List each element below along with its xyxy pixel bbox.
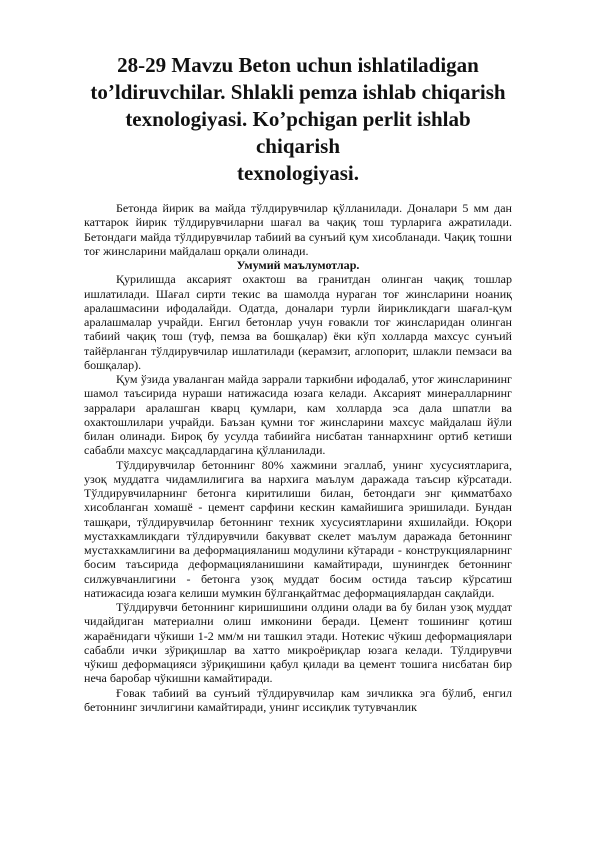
document-title <box>84 52 512 187</box>
section-heading: Умумий маълумотлар. <box>236 258 360 272</box>
body-paragraph: Қурилишда аксарият охактош ва гранитдан олинган чақиқ тошлар ишлатилади. Шағал сирти текис ва шамолда нураган тоғ жинсларини ноаниқ аралашмасини ифодалайди. Одатда, доналари турли йирикликдаги шағал-қум аралашмалар учрайди. Енгил бетонлар учун ғовакли тоғ жинсларидан олинган табиий чақиқ тош (туф, пемза ва бошқалар) ёки кўп холларда махсус сунъий тайёрланган тўлдирувчилар ишлатилади (керамзит, аглопорит, шлакли пемзаси ва бошқалар). <box>84 272 512 372</box>
document-body <box>84 201 512 714</box>
body-paragraph: Тўлдирувчи бетоннинг киришишини олдини олади ва бу билан узоқ муддат чидайдиган материални олиш имконини беради. Цемент тошининг қотиш жараёнидаги чўкиши 1-2 мм/м ни ташкил этади. Нотекис чўкиш деформациялари сабабли ички зўриқишлар ва хатто микроёриқлар юзага келади. Тўлдирувчи чўкиш деформацияси зўриқишини қабул қилади ва цемент тошига нисбатан бир неча баробар чўкишни камайтиради. <box>84 600 512 686</box>
body-paragraph: Ғовак табиий ва сунъий тўлдирувчилар кам зичликка эга бўлиб, енгил бетоннинг зичлигини камайтиради, унинг иссиқлик тутувчанлик <box>84 685 512 714</box>
body-paragraph: Тўлдирувчилар бетоннинг 80% хажмини эгаллаб, унинг хусусиятларига, узоқ муддатга чидамлилигига ва нархига маълум даражада таъсир кўрсатади. Тўлдирувчиларнинг бетонга киритилиши билан, бетондаги энг қимматбахо хисобланган хомашё - цемент сарфини кескин камайишига эришилади. Бундан ташқари, тўлдирувчилар бетоннинг техник хусусиятларини яхшилайди. Юқори мустахкамликдаги тўлдирувчили бакувват скелет маълум даражада бетоннинг мустахкамлигини ва деформацияланиш модулини кўтаради - конструкцияларнинг босим таъсирида деформацияланишини камайтиради, шунингдек бетоннинг силжувчанлигини - бетонга узоқ муддат босим остида таъсир кўрсатиш натижасида юзага келиши мумкин бўлганқайтмас деформациялардан сақлайди. <box>84 457 512 600</box>
title-line: to’ldiruvchilar. Shlakli pemza ishlab chiqarish <box>90 80 506 104</box>
title-line: texnologiyasi. <box>237 161 359 185</box>
title-line: 28-29 Mavzu Beton uchun ishlatiladigan <box>117 53 479 77</box>
intro-paragraph: Бетонда йирик ва майда тўлдирувчилар қўлланилади. Доналари 5 мм дан каттарок йирик тўлдирувчиларни шағал ва чақиқ тош турларига ажратилади. Бетондаги майда тўлдирувчилар табиий ва сунъий қум хисобланади. Чақиқ тошни тоғ жинсларини майдалаш орқали олинади. <box>84 201 512 258</box>
body-paragraph: Қум ўзида уваланган майда заррали таркибни ифодалаб, утоғ жинсларининг шамол таъсирида нураши натижасида юзага келади. Аксарият минералларнинг зарралари аралашган кварц қумлари, кам холларда эса дала шпатли ва охактошлилари учрайди. Баъзан қумни тоғ жинсларини махсус майдалаш йўли билан олинади. Бироқ бу усулда табиийга нисбатан таннархнинг ортиб кетиши сабабли махсус мақсадлардагина қўлланилади. <box>84 372 512 458</box>
title-line: texnologiyasi. Ko’pchigan perlit ishlab chiqarish <box>125 107 471 158</box>
